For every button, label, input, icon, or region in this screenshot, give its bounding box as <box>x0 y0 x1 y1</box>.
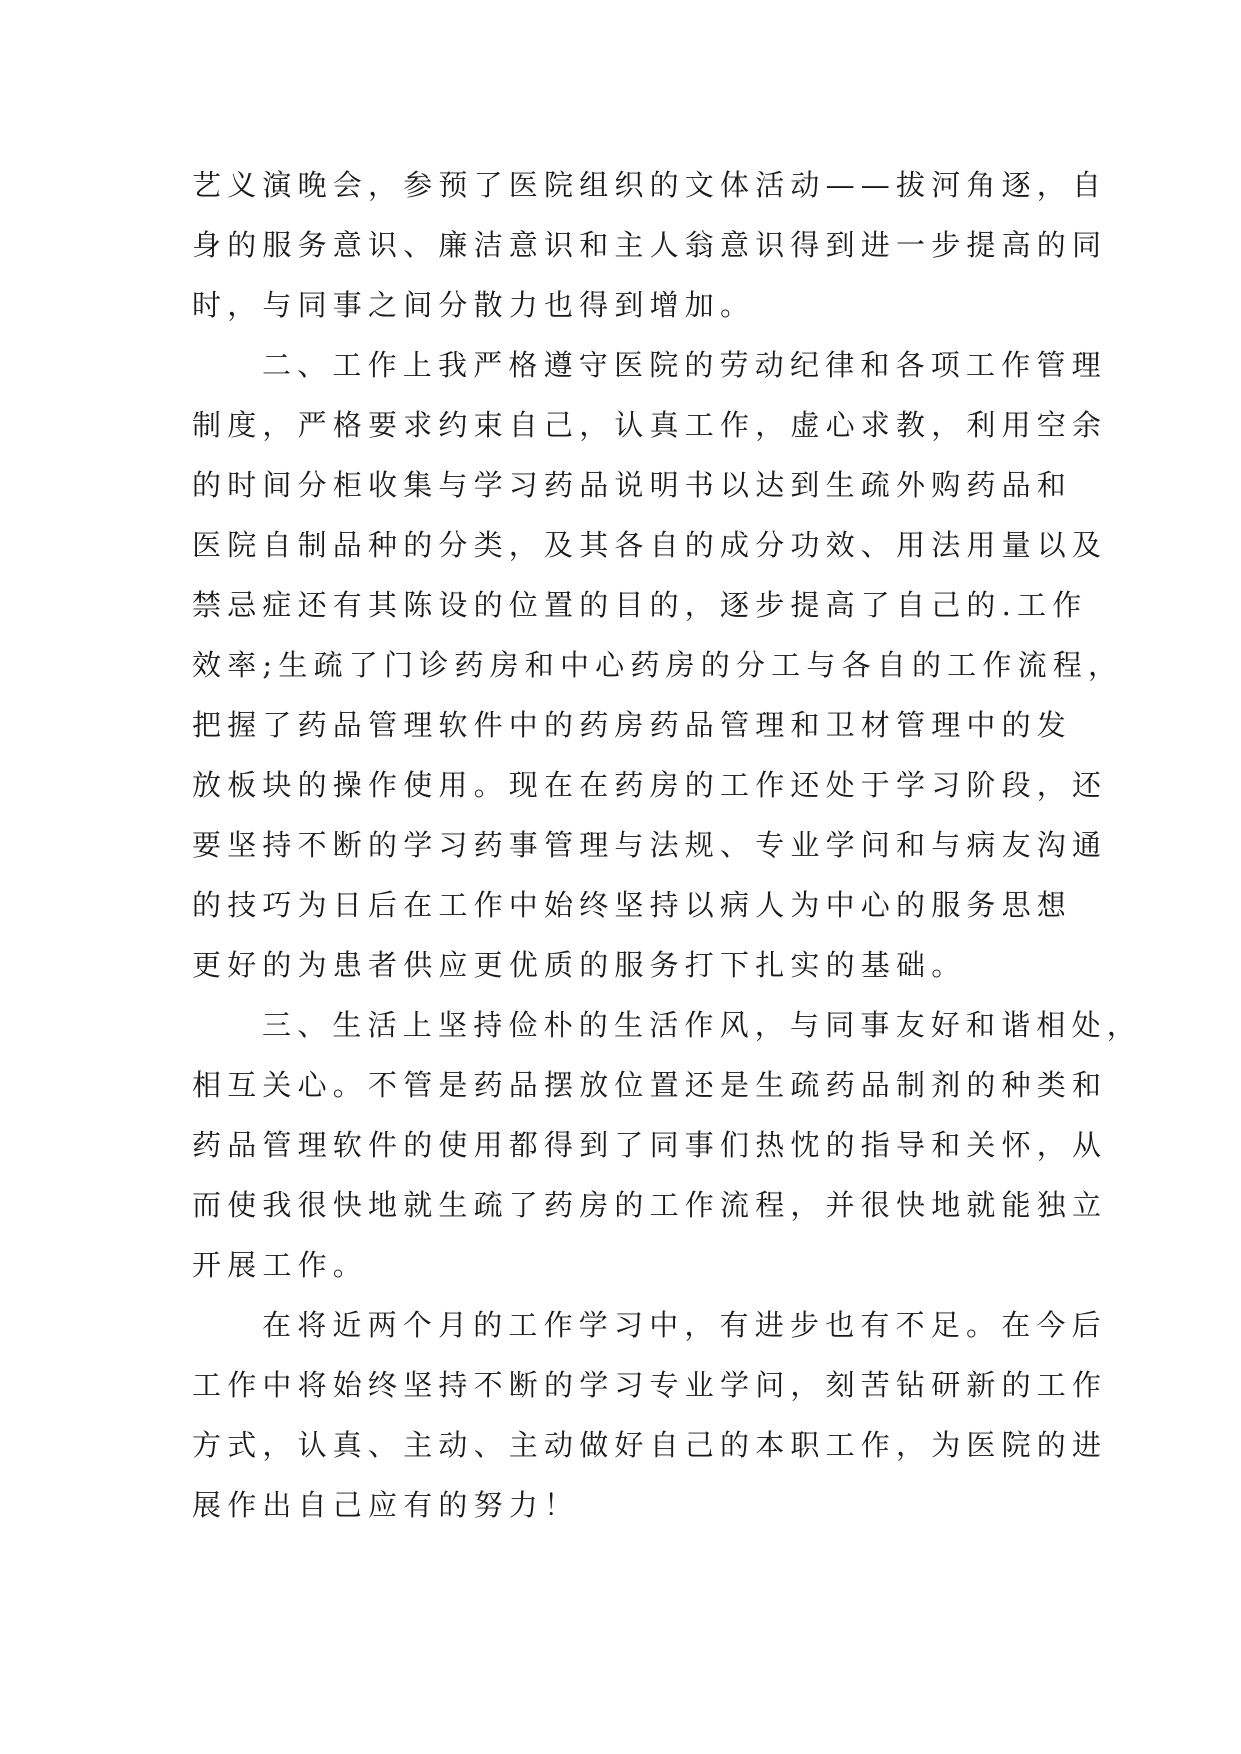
paragraph-start-line: 在将近两个月的工作学习中，有进步也有不足。在今后 <box>262 1308 1107 1342</box>
text-line: 开展工作。 <box>192 1248 369 1282</box>
text-line: 相互关心。不管是药品摆放位置还是生疏药品制剂的种类和 <box>192 1068 1108 1102</box>
text-line: 效率;生疏了门诊药房和中心药房的分工与各自的工作流程， <box>192 648 1124 682</box>
paragraph-start-line: 二、工作上我严格遵守医院的劳动纪律和各项工作管理 <box>262 348 1107 382</box>
text-line: 而使我很快地就生疏了药房的工作流程，并很快地就能独立 <box>192 1188 1108 1222</box>
text-line: 方式，认真、主动、主动做好自己的本职工作，为医院的进 <box>192 1428 1108 1462</box>
text-line: 更好的为患者供应更优质的服务打下扎实的基础。 <box>192 948 967 982</box>
paragraph-start-line: 三、生活上坚持俭朴的生活作风，与同事友好和谐相处， <box>262 1008 1143 1042</box>
text-line: 医院自制品种的分类，及其各自的成分功效、用法用量以及 <box>192 528 1108 562</box>
text-line: 身的服务意识、廉洁意识和主人翁意识得到进一步提高的同 <box>192 228 1108 262</box>
text-line: 工作中将始终坚持不断的学习专业学问，刻苦钻研新的工作 <box>192 1368 1108 1402</box>
text-line: 的技巧为日后在工作中始终坚持以病人为中心的服务思想 <box>192 888 1073 922</box>
text-line: 禁忌症还有其陈设的位置的目的，逐步提高了自己的.工作 <box>192 588 1088 622</box>
text-line: 展作出自己应有的努力！ <box>192 1488 580 1522</box>
document-body <box>192 155 1143 1535</box>
text-line: 要坚持不断的学习药事管理与法规、专业学问和与病友沟通 <box>192 828 1108 862</box>
text-line: 的时间分柜收集与学习药品说明书以达到生疏外购药品和 <box>192 468 1073 502</box>
text-line: 制度，严格要求约束自己，认真工作，虚心求教，利用空余 <box>192 408 1108 442</box>
text-line: 艺义演晚会，参预了医院组织的文体活动——拔河角逐，自 <box>192 168 1108 202</box>
text-line: 把握了药品管理软件中的药房药品管理和卫材管理中的发 <box>192 708 1073 742</box>
text-line: 时，与同事之间分散力也得到增加。 <box>192 288 756 322</box>
text-line: 放板块的操作使用。现在在药房的工作还处于学习阶段，还 <box>192 768 1108 802</box>
text-line: 药品管理软件的使用都得到了同事们热忱的指导和关怀，从 <box>192 1128 1108 1162</box>
